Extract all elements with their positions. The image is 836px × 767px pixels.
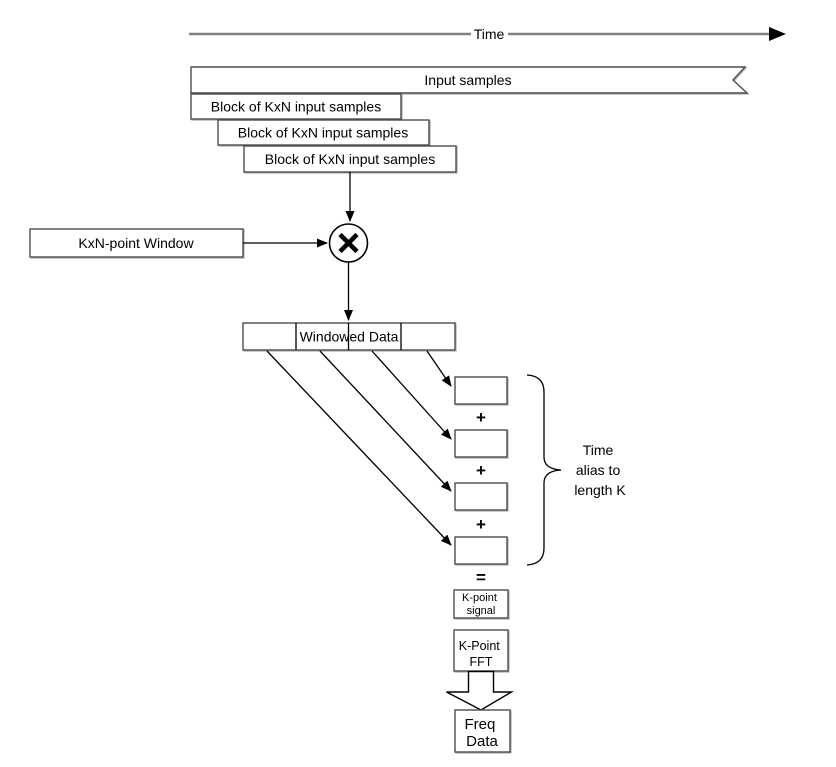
window-box <box>30 229 243 257</box>
input-block-2-label: Block of KxN input samples <box>237 124 409 141</box>
fan-arrow-segment3 <box>372 351 451 439</box>
input-samples-bar <box>191 67 747 93</box>
input-samples-label: Input samples <box>424 72 512 88</box>
kpoint-fft-line-1: K-Point <box>458 639 500 653</box>
kpoint-signal-box <box>454 590 508 618</box>
alias-brace-line-3: length K <box>574 482 626 498</box>
kpoint-signal-line-1: K-point <box>462 592 497 604</box>
alias-box-1 <box>455 377 507 404</box>
alias-brace-group <box>527 375 626 565</box>
alias-fan-arrows <box>267 351 451 545</box>
input-block-3-label: Block of KxN input samples <box>264 151 436 167</box>
kpoint-fft-line-2: FFT <box>469 655 493 669</box>
time-axis-arrowhead-icon <box>769 27 786 41</box>
freq-data-line-1: Freq <box>464 716 496 733</box>
freq-data-box <box>455 710 510 752</box>
time-axis <box>189 26 786 42</box>
input-block-1 <box>191 94 401 119</box>
windowed-data-bar <box>243 323 455 350</box>
time-axis-label: Time <box>473 26 505 42</box>
input-block-1-label: Block of KxN input samples <box>210 98 382 115</box>
alias-brace-label <box>574 442 626 498</box>
input-block-2 <box>218 120 429 145</box>
alias-box-4 <box>455 537 507 564</box>
alias-brace-line-2: alias to <box>575 462 621 478</box>
kpoint-signal-line-2: signal <box>466 605 496 617</box>
kpoint-signal-label <box>462 592 500 617</box>
alias-box-3 <box>455 483 507 510</box>
windowed-bar-label: Windowed Data <box>299 328 399 345</box>
fan-arrow-segment1 <box>267 351 451 545</box>
plus-operator-1: + <box>476 408 486 427</box>
alias-brace-line-1: Time <box>582 442 614 458</box>
curly-brace-icon <box>527 375 561 565</box>
equals-operator: = <box>476 568 486 587</box>
freq-data-line-2: Data <box>466 733 498 750</box>
input-block-3 <box>244 146 456 172</box>
plus-operator-2: + <box>476 461 486 480</box>
plus-operator-3: + <box>476 515 486 534</box>
kpoint-fft-box <box>454 630 508 671</box>
alias-box-2 <box>455 430 507 457</box>
fan-arrow-segment2 <box>320 351 451 491</box>
block-arrow-down-icon <box>447 672 512 711</box>
alias-sum-stack <box>455 377 507 587</box>
multiply-node <box>330 224 368 262</box>
freq-data-label <box>464 716 499 750</box>
fan-arrow-segment4 <box>427 351 451 386</box>
window-box-label: KxN-point Window <box>78 235 194 251</box>
